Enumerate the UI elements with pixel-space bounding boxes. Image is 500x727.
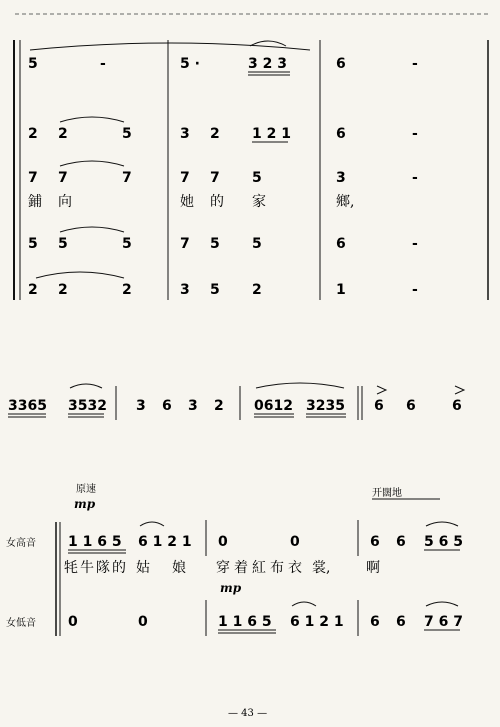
note: 6 — [370, 614, 380, 630]
note: 0612 — [254, 398, 293, 414]
note: 6 — [452, 398, 462, 414]
note: - — [412, 170, 418, 186]
lyric: 向 — [58, 194, 72, 210]
note: 3 — [180, 282, 190, 298]
note: 3 — [136, 398, 146, 414]
note: - — [100, 56, 106, 72]
note: 7 — [180, 236, 190, 252]
note: 2 — [28, 282, 38, 298]
note: 6 1 2 1 — [138, 534, 192, 550]
note: 5 — [252, 236, 262, 252]
note: 5 — [210, 236, 220, 252]
note: 3 — [188, 398, 198, 414]
lyric: 啊 — [366, 560, 380, 576]
note: 5 — [28, 56, 38, 72]
note: 6 — [336, 126, 346, 142]
lyric: 鋪 — [28, 194, 42, 210]
note: 2 — [214, 398, 224, 414]
page-number: — 43 — — [228, 708, 268, 719]
tempo-marking: 原速 — [76, 484, 96, 495]
note: 1 1 6 5 — [68, 534, 122, 550]
note: - — [412, 236, 418, 252]
lyric: 紅 — [252, 560, 266, 576]
dynamic-marking: mp — [74, 497, 96, 511]
note: 3235 — [306, 398, 345, 414]
alto-label: 女低音 — [6, 618, 36, 629]
note: 1 1 6 5 — [218, 614, 272, 630]
note: 7 — [210, 170, 220, 186]
note: 5 — [28, 236, 38, 252]
lyric: 隊 — [96, 560, 110, 576]
note: - — [412, 56, 418, 72]
system-1 — [14, 40, 488, 300]
soprano-label: 女高音 — [6, 538, 36, 549]
note: 2 — [28, 126, 38, 142]
note: 6 — [396, 614, 406, 630]
note: 7 — [180, 170, 190, 186]
note: 3 — [336, 170, 346, 186]
note: 6 — [162, 398, 172, 414]
interlude-line — [8, 383, 464, 420]
note: - — [412, 126, 418, 142]
lyric: 布 — [270, 560, 284, 576]
lyric: 的 — [112, 560, 126, 576]
note: 5 — [122, 126, 132, 142]
note: 6 — [336, 236, 346, 252]
note: 3 — [180, 126, 190, 142]
note: - — [412, 282, 418, 298]
note: 2 — [252, 282, 262, 298]
system-3 — [6, 482, 463, 636]
note: 3 2 3 — [248, 56, 287, 72]
note: 5 6 5 — [424, 534, 463, 550]
note: 5 — [252, 170, 262, 186]
lyric: 的 — [210, 194, 224, 210]
note: 3365 — [8, 398, 47, 414]
note: 7 — [122, 170, 132, 186]
note: 2 — [58, 282, 68, 298]
lyric: 家 — [252, 194, 266, 210]
note: 3532 — [68, 398, 107, 414]
lyric: 衣 — [288, 560, 302, 576]
note: 6 — [396, 534, 406, 550]
lyric: 姑 — [136, 560, 150, 576]
dynamic-marking: mp — [220, 581, 242, 595]
note: 2 — [210, 126, 220, 142]
lyric: 娘 — [172, 560, 186, 576]
note: 0 — [68, 614, 78, 630]
expression-marking: 开闊地 — [372, 488, 402, 499]
lyric: 穿 — [216, 560, 230, 576]
lyric: 着 — [234, 560, 248, 576]
note: 6 — [374, 398, 384, 414]
note: 7 6 7 — [424, 614, 463, 630]
note: 2 — [58, 126, 68, 142]
note: 6 — [336, 56, 346, 72]
note: 0 — [138, 614, 148, 630]
note: 6 1 2 1 — [290, 614, 344, 630]
note: 7 — [28, 170, 38, 186]
lyric: 牛 — [80, 560, 94, 576]
note: 1 2 1 — [252, 126, 291, 142]
note: 6 — [406, 398, 416, 414]
note: 5 — [58, 236, 68, 252]
note: 0 — [290, 534, 300, 550]
lyric: 裳, — [312, 560, 331, 576]
note: 5 — [122, 236, 132, 252]
note: 1 — [336, 282, 346, 298]
lyric: 鄉, — [336, 194, 355, 210]
note: 0 — [218, 534, 228, 550]
lyric: 牦 — [64, 560, 78, 576]
note: 5 · — [180, 56, 200, 72]
note: 6 — [370, 534, 380, 550]
note: 2 — [122, 282, 132, 298]
note: 5 — [210, 282, 220, 298]
note: 7 — [58, 170, 68, 186]
lyric: 她 — [180, 194, 194, 210]
